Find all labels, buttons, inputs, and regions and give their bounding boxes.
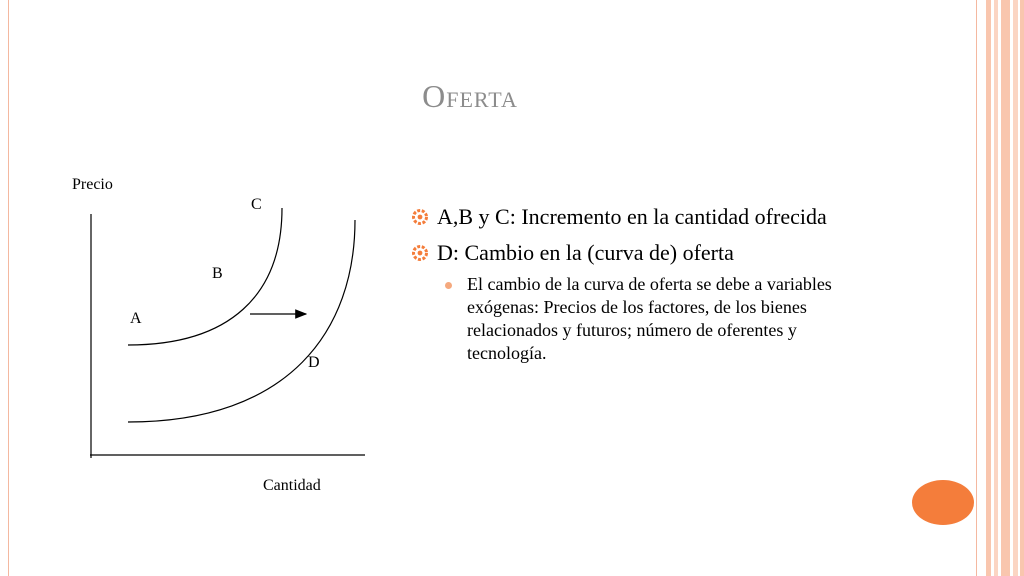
list-item [412, 273, 852, 365]
x-axis-label: Cantidad [263, 477, 321, 494]
point-label-d: D [308, 354, 320, 371]
list-item [412, 239, 852, 267]
bullet-dot-icon [445, 282, 452, 289]
decor-stripe [1001, 0, 1010, 576]
decor-stripe [1020, 0, 1024, 576]
bullet-text: D: Cambio en la (curva de) oferta [437, 240, 734, 265]
sub-bullet-text: El cambio de la curva de oferta se debe a variables exógenas: Precios de los factores, de los bienes relacionados y futuros; número de oferentes y tecnología. [467, 274, 832, 363]
point-label-c: C [251, 196, 262, 213]
supply-curve-shifted [128, 220, 355, 422]
decor-stripe [1013, 0, 1018, 576]
y-axis-label: Precio [72, 176, 113, 193]
slide-title: Oferta [422, 78, 518, 114]
supply-curve-original [128, 208, 282, 345]
gear-bullet-icon [412, 209, 428, 225]
point-label-b: B [212, 265, 223, 282]
point-label-a: A [130, 310, 142, 327]
right-frame-line [976, 0, 977, 576]
list-item [412, 203, 852, 231]
supply-diagram [0, 0, 400, 520]
decor-stripe [986, 0, 991, 576]
slide-nav-button[interactable] [912, 480, 974, 525]
gear-bullet-icon [412, 245, 428, 261]
bullet-text: A,B y C: Incremento en la cantidad ofrecida [437, 204, 827, 229]
bullet-list [412, 203, 852, 365]
decor-stripe [994, 0, 998, 576]
